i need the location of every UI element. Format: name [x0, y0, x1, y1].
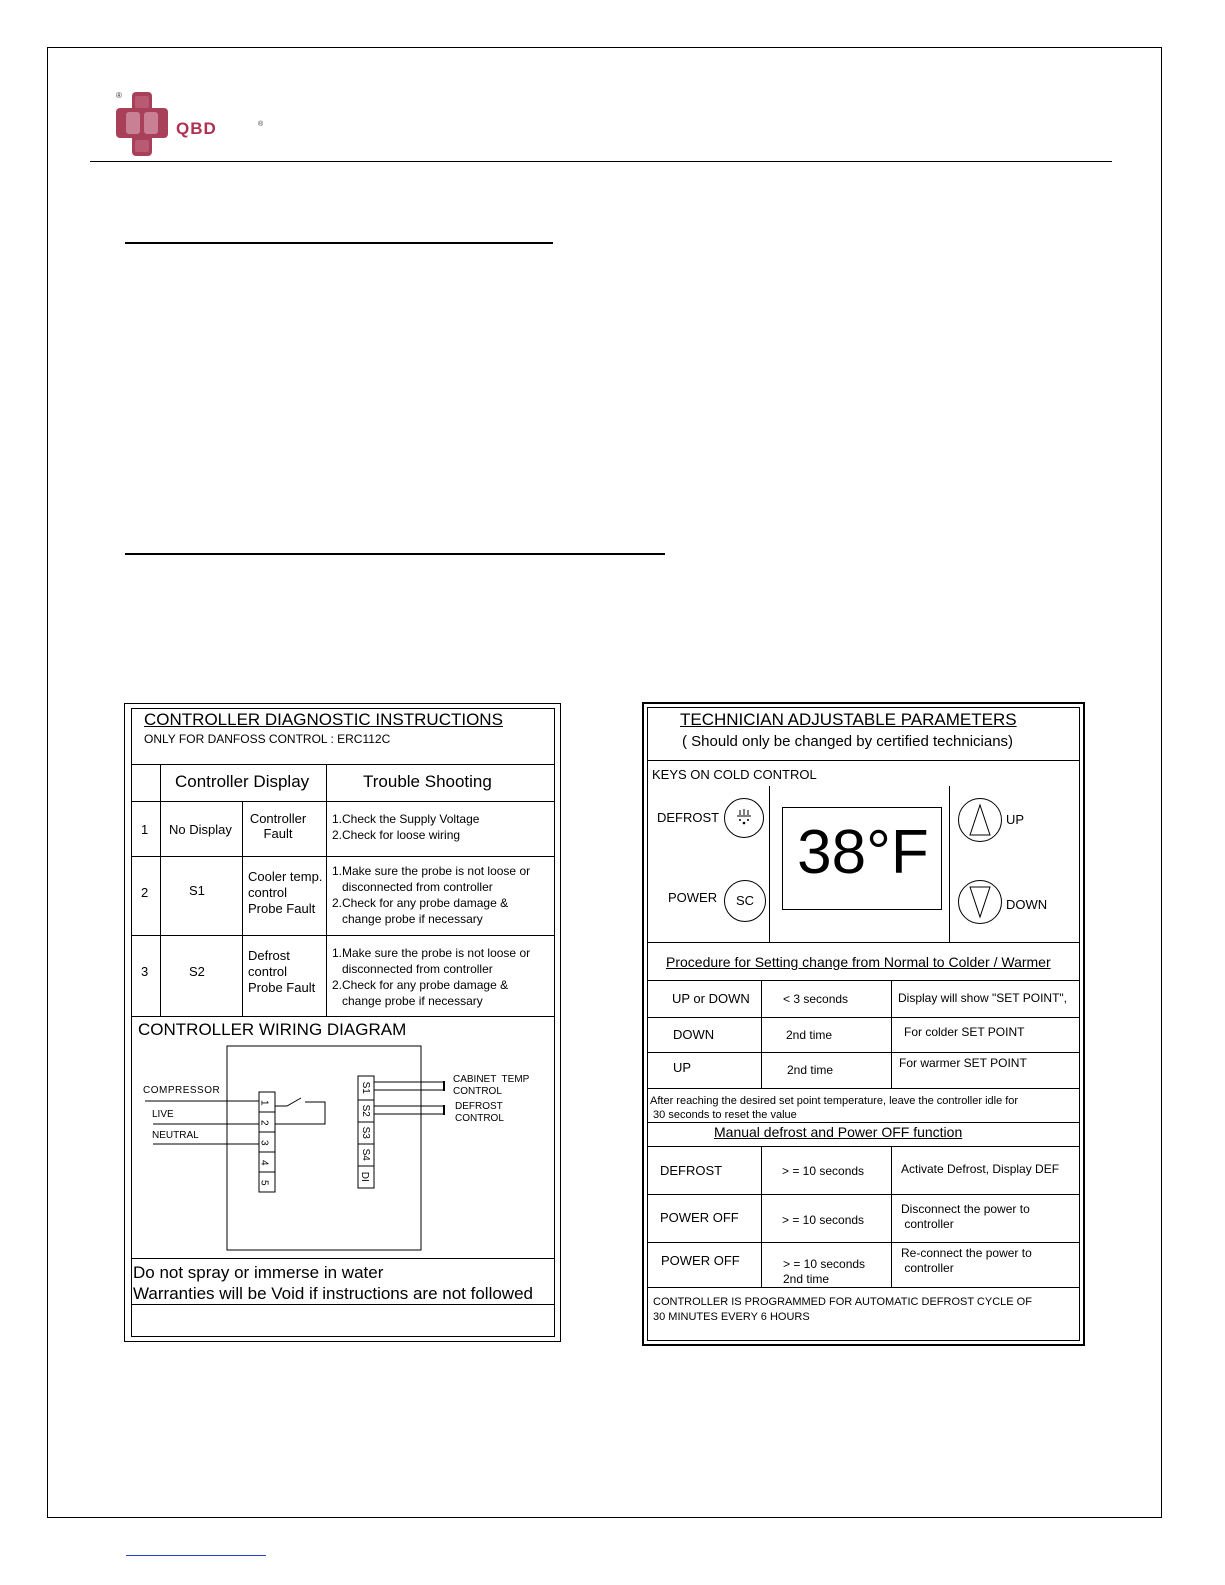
divider: [131, 1304, 555, 1305]
row-divider: [647, 1194, 1080, 1195]
divider: [769, 786, 770, 942]
manual-time: > = 10 seconds 2nd time: [783, 1257, 866, 1286]
up-key-button[interactable]: [958, 798, 1002, 842]
manual-result: Disconnect the power to controller: [901, 1202, 1030, 1231]
procedure-result: For colder SET POINT: [904, 1025, 1025, 1039]
procedure-result: For warmer SET POINT: [899, 1056, 1027, 1070]
keys-heading: KEYS ON COLD CONTROL: [652, 767, 817, 782]
col-divider: [761, 980, 762, 1088]
relay-switch: [275, 1098, 301, 1106]
row-divider: [647, 1287, 1080, 1288]
defrost-key-button[interactable]: [724, 798, 764, 838]
svg-text:®: ®: [116, 91, 122, 100]
procedure-key: UP or DOWN: [672, 991, 750, 1006]
row-steps: 1.Check the Supply Voltage 2.Check for loose wiring: [332, 812, 480, 842]
neutral-label: NEUTRAL: [152, 1130, 199, 1141]
row-divider: [131, 801, 555, 802]
cabinet-temp-label: CABINET TEMP CONTROL: [453, 1074, 530, 1097]
parameters-subtitle: ( Should only be changed by certified technicians): [682, 733, 1014, 750]
divider: [647, 1146, 1080, 1147]
row-divider: [647, 1052, 1080, 1053]
terminal-label: 1: [258, 1099, 270, 1106]
row-number: 1: [141, 822, 149, 837]
up-triangle-icon: [959, 799, 1001, 841]
row-divider: [131, 1016, 555, 1017]
temperature-value: 38°F: [797, 818, 929, 887]
row-number: 2: [141, 885, 149, 900]
col-header-display: Controller Display: [175, 772, 310, 791]
terminal-label: 4: [258, 1159, 270, 1166]
row-display: S1: [189, 883, 205, 898]
manual-key: POWER OFF: [660, 1210, 739, 1225]
row-divider: [647, 1242, 1080, 1243]
warning-text: Do not spray or immerse in water: [133, 1263, 384, 1282]
terminal-label: S1: [359, 1081, 371, 1094]
diagnostic-panel: [124, 703, 561, 1342]
down-key-label: DOWN: [1006, 897, 1048, 912]
procedure-key: UP: [673, 1060, 692, 1075]
terminal-label: DI: [358, 1171, 370, 1182]
row-fault: Defrost control Probe Fault: [248, 948, 316, 995]
terminal-label: S3: [359, 1126, 371, 1139]
manual-key: POWER OFF: [661, 1253, 740, 1268]
manual-heading: Manual defrost and Power OFF function: [714, 1124, 963, 1140]
terminal-label: 2: [258, 1119, 270, 1126]
procedure-time: 2nd time: [787, 1063, 834, 1077]
col-divider: [761, 1146, 762, 1287]
procedure-note: After reaching the desired set point temperature, leave the controller idle for 30 seconds to reset the value: [650, 1095, 1019, 1121]
snowflake-drip-icon: [725, 799, 763, 837]
defrost-control-label: DEFROST CONTROL: [455, 1101, 504, 1124]
row-fault: Controller Fault: [249, 811, 307, 841]
footer-note: CONTROLLER IS PROGRAMMED FOR AUTOMATIC DEFROST CYCLE OF 30 MINUTES EVERY 6 HOURS: [653, 1296, 1032, 1323]
divider: [647, 980, 1080, 981]
parameters-title: TECHNICIAN ADJUSTABLE PARAMETERS: [680, 710, 1017, 729]
row-divider: [647, 1017, 1080, 1018]
svg-text:®: ®: [258, 121, 264, 128]
row-fault: Cooler temp. control Probe Fault: [248, 869, 323, 916]
row-display: S2: [189, 964, 205, 979]
parameters-panel: [642, 702, 1085, 1346]
row-divider: [131, 935, 555, 936]
manual-time: > = 10 seconds: [782, 1164, 865, 1178]
row-divider: [647, 1088, 1080, 1089]
row-steps: 1.Make sure the probe is not loose or disconnected from controller 2.Check for any probe damage & change probe if necessary: [332, 946, 531, 1008]
divider: [949, 786, 950, 942]
manual-time: > = 10 seconds: [782, 1213, 865, 1227]
procedure-time: 2nd time: [786, 1028, 833, 1042]
row-number: 3: [141, 964, 149, 979]
procedure-key: DOWN: [673, 1027, 715, 1042]
controller-box: [227, 1046, 421, 1250]
warning-text: Warranties will be Void if instructions are not followed: [133, 1284, 533, 1303]
row-steps: 1.Make sure the probe is not loose or disconnected from controller 2.Check for any probe damage & change probe if necessary: [332, 864, 531, 926]
footer-link-underline: [126, 1555, 266, 1556]
down-key-button[interactable]: [958, 880, 1002, 924]
section-heading-line-1: [125, 242, 553, 244]
divider: [131, 764, 555, 765]
col-divider: [891, 1146, 892, 1287]
defrost-probe: [443, 1105, 445, 1115]
divider: [647, 1122, 1080, 1123]
procedure-time: < 3 seconds: [783, 992, 849, 1006]
terminal-label: 3: [258, 1139, 270, 1146]
procedure-result: Display will show "SET POINT",: [898, 991, 1068, 1005]
sc-label: SC: [735, 893, 755, 908]
divider: [647, 760, 1080, 761]
terminal-label: 5: [258, 1179, 270, 1186]
manual-key: DEFROST: [660, 1163, 723, 1178]
terminal-label: S2: [359, 1104, 371, 1117]
col-divider: [242, 801, 243, 1016]
col-header-trouble: Trouble Shooting: [363, 772, 492, 791]
row-display: No Display: [169, 822, 232, 837]
compressor-label: COMPRESSOR: [143, 1085, 221, 1096]
live-label: LIVE: [152, 1109, 174, 1120]
up-key-label: UP: [1006, 812, 1025, 827]
section-heading-line-2: [125, 553, 665, 555]
relay-return: [275, 1102, 325, 1124]
manual-result: Re-connect the power to controller: [901, 1246, 1032, 1275]
diagnostic-subtitle: ONLY FOR DANFOSS CONTROL : ERC112C: [144, 732, 391, 746]
cabinet-probe: [443, 1081, 445, 1091]
terminal-label: S4: [359, 1148, 371, 1161]
temperature-display: [782, 807, 942, 910]
power-key-label: POWER: [668, 890, 718, 905]
wiring-diagram: [125, 1034, 562, 1259]
diagnostic-title: CONTROLLER DIAGNOSTIC INSTRUCTIONS: [144, 710, 503, 729]
brand-text: QBD: [176, 119, 217, 138]
wiring-title: CONTROLLER WIRING DIAGRAM: [138, 1020, 407, 1039]
power-sc-button[interactable]: [724, 880, 766, 922]
divider: [131, 1258, 555, 1259]
divider: [647, 942, 1080, 943]
header-rule: [90, 161, 1112, 162]
row-divider: [131, 856, 555, 857]
defrost-key-label: DEFROST: [657, 810, 720, 825]
procedure-heading: Procedure for Setting change from Normal to Colder / Warmer: [666, 954, 1051, 970]
down-triangle-icon: [959, 881, 1001, 923]
manual-result: Activate Defrost, Display DEF: [901, 1162, 1060, 1176]
col-divider: [891, 980, 892, 1088]
